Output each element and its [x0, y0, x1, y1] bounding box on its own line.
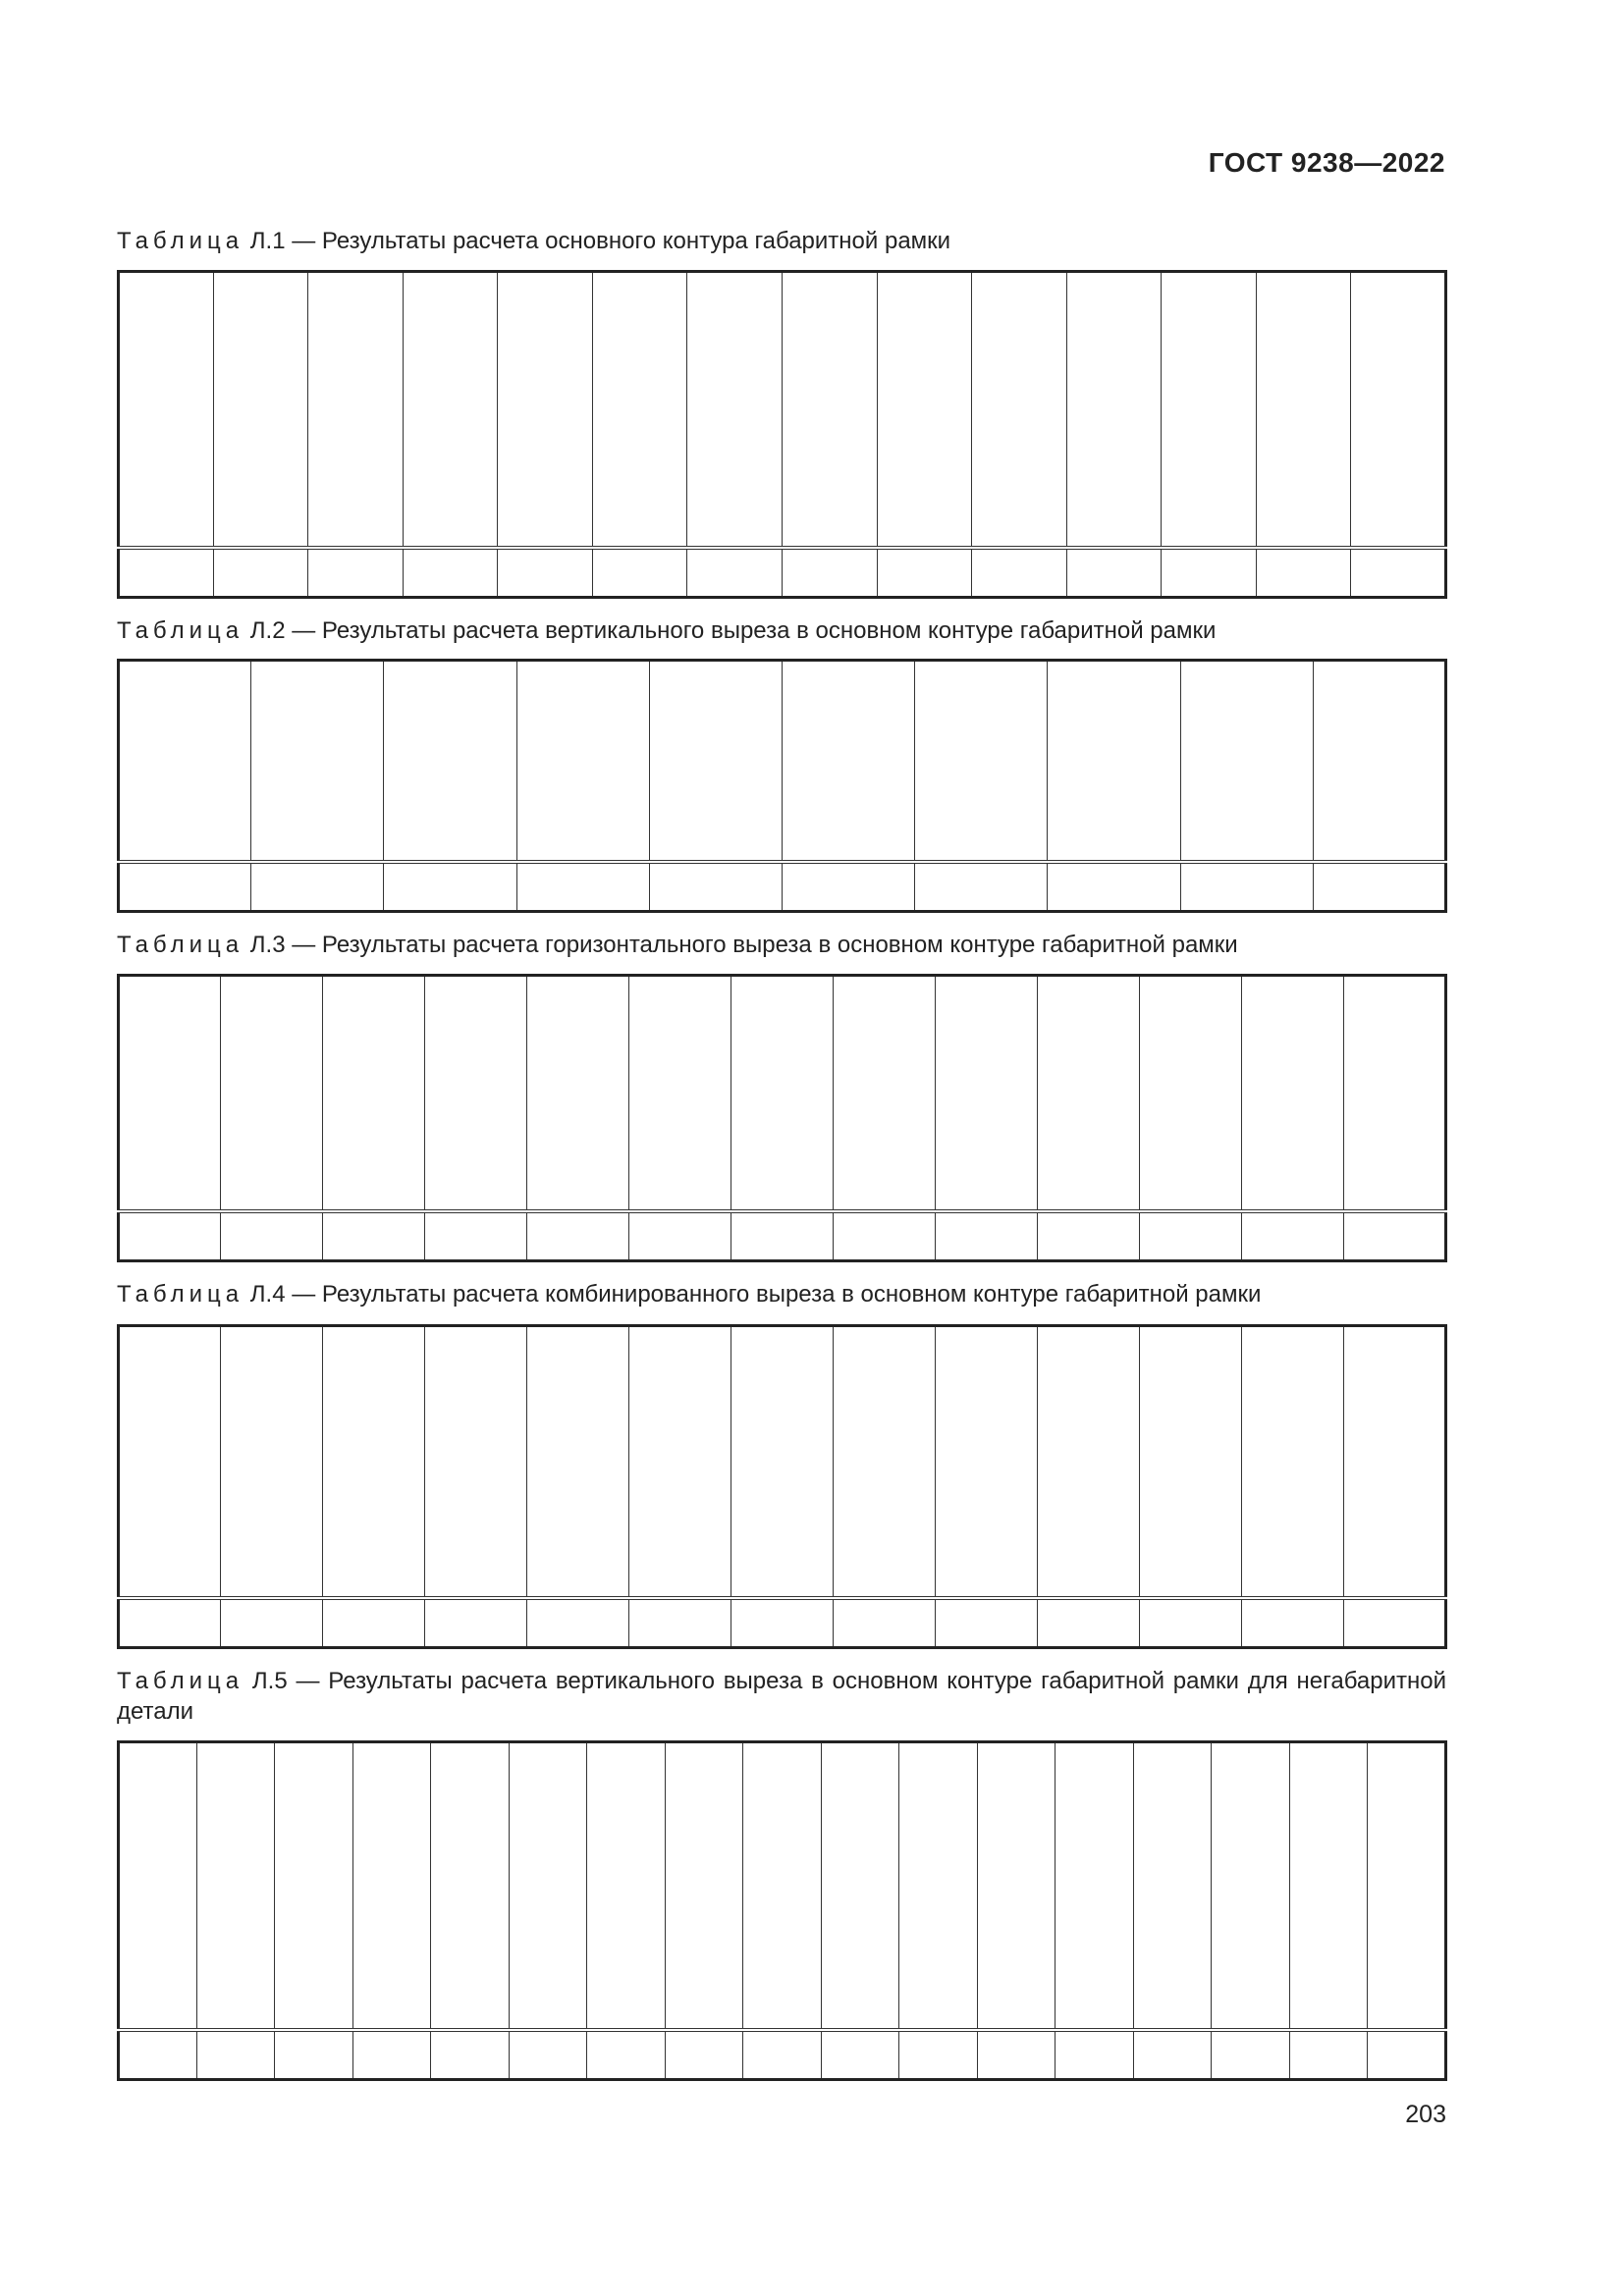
table-caption-text: Л.2 — Результаты расчета вертикального выреза в основном контуре габаритной рамки [249, 617, 1217, 644]
table-l5-caption [117, 1666, 1446, 1727]
table-caption-text: Л.1 — Результаты расчета основного контура габаритной рамки [249, 228, 951, 254]
table-l2 [117, 659, 1447, 913]
table-l1 [117, 270, 1447, 599]
table-l3 [117, 974, 1447, 1262]
table-row [119, 548, 1446, 598]
table-l3-caption [117, 930, 1446, 960]
table-caption-text: Л.3 — Результаты расчета горизонтального выреза в основном контуре габаритной рамки [249, 932, 1238, 958]
table-label: Таблица [117, 1281, 244, 1308]
table-label: Таблица [117, 617, 244, 644]
table-l1-caption [117, 226, 1446, 256]
table-label: Таблица [117, 932, 244, 958]
table-l4-caption [117, 1279, 1446, 1309]
table-row [119, 1598, 1446, 1648]
table-l5 [117, 1740, 1447, 2081]
document-standard-header: ГОСТ 9238—2022 [1208, 147, 1445, 178]
table-label: Таблица [117, 1668, 244, 1694]
table-row [119, 2030, 1446, 2080]
table-label: Таблица [117, 228, 244, 254]
table-caption-text: Л.5 — Результаты расчета вертикального выреза в основном контуре габаритной рамки для негабаритной детали [117, 1668, 1446, 1725]
table-caption-text: Л.4 — Результаты расчета комбинированного выреза в основном контуре габаритной рамки [249, 1281, 1262, 1308]
page-number: 203 [1405, 2101, 1446, 2128]
table-row [119, 862, 1446, 912]
table-row [119, 1211, 1446, 1261]
table-l2-caption [117, 615, 1446, 646]
table-l4 [117, 1324, 1447, 1649]
